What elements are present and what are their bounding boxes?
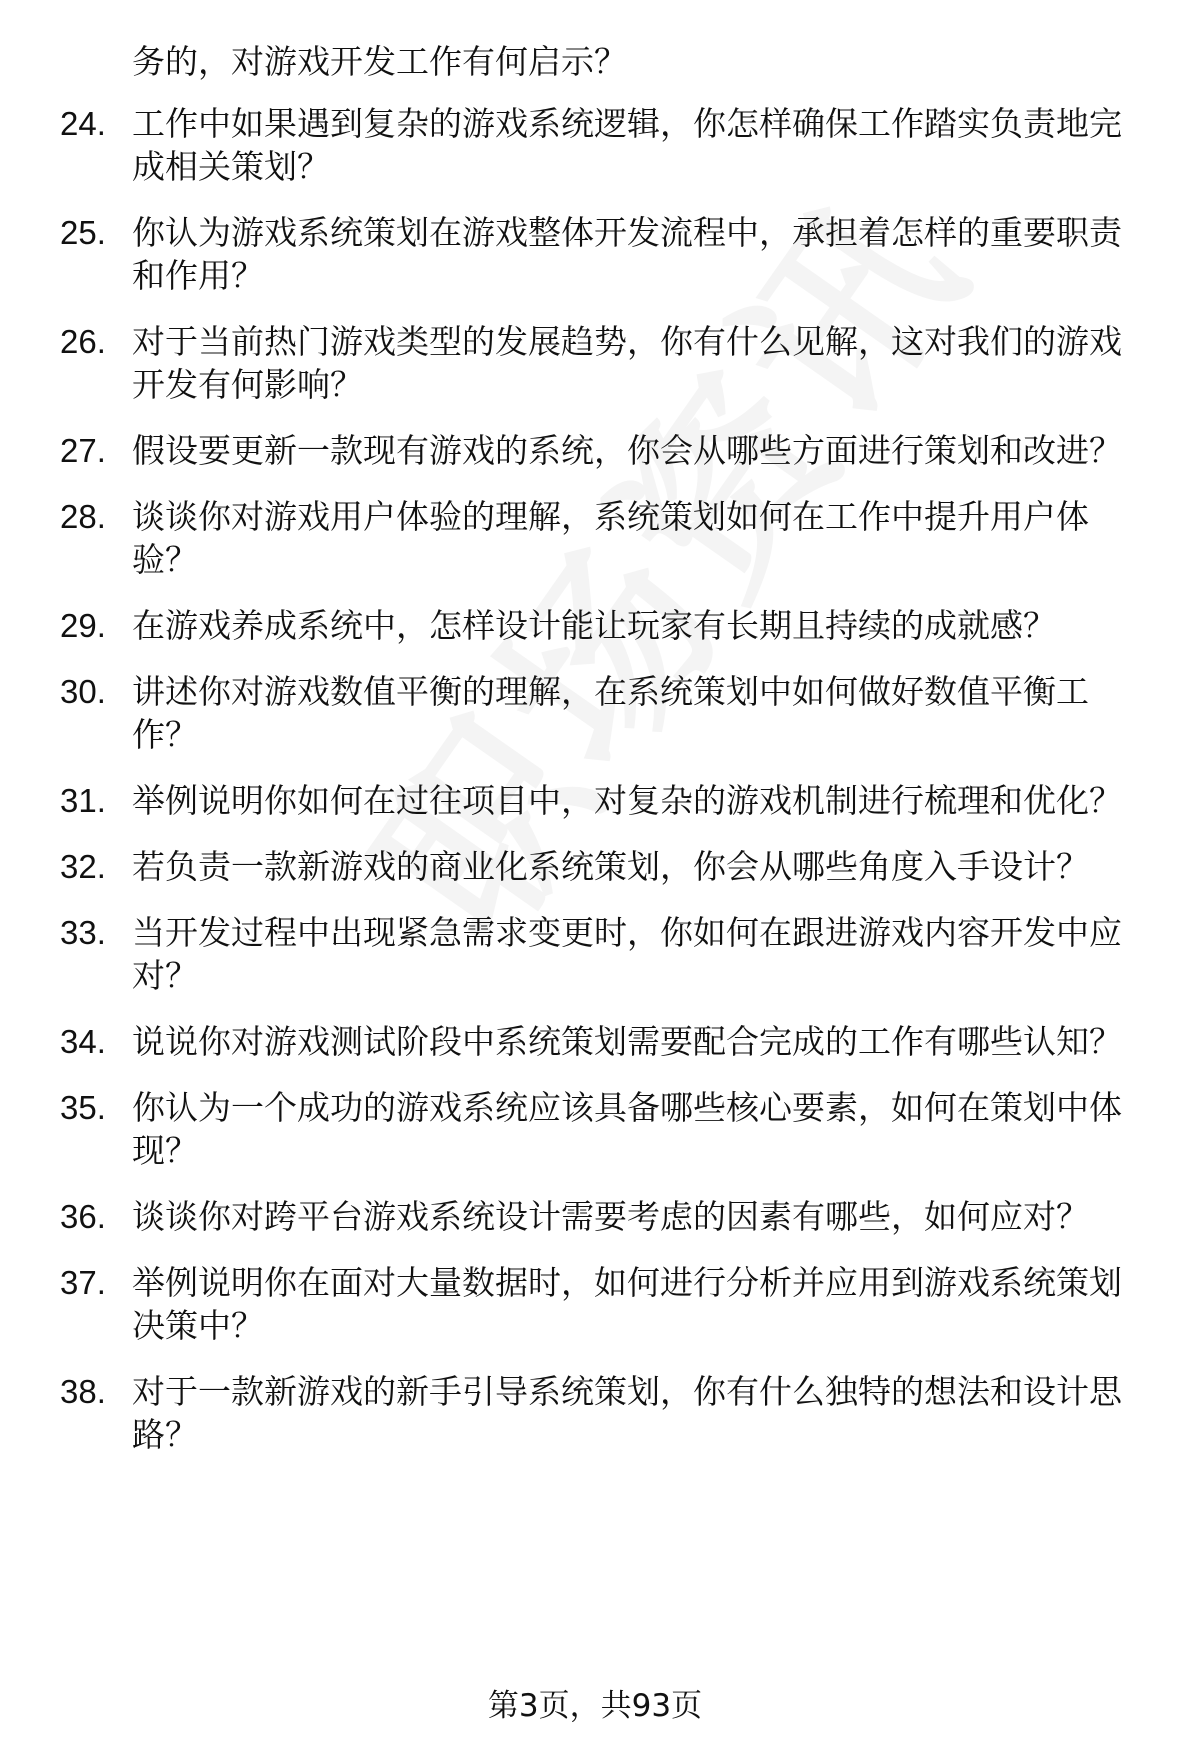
list-item — [60, 1261, 1150, 1347]
item-text: 对于一款新游戏的新手引导系统策划，你有什么独特的想法和设计思路？ — [132, 1372, 1122, 1454]
item-number: 25. — [60, 214, 106, 251]
item-text: 举例说明你在面对大量数据时，如何进行分析并应用到游戏系统策划决策中？ — [132, 1263, 1122, 1345]
list-item — [60, 429, 1150, 472]
list-item — [60, 211, 1150, 297]
item-text: 对于当前热门游戏类型的发展趋势，你有什么见解，这对我们的游戏开发有何影响？ — [132, 322, 1122, 404]
continuation-text: 务的，对游戏开发工作有何启示？ — [132, 42, 627, 81]
item-text: 工作中如果遇到复杂的游戏系统逻辑，你怎样确保工作踏实负责地完成相关策划？ — [132, 104, 1122, 186]
list-item — [60, 670, 1150, 756]
item-number: 26. — [60, 323, 106, 360]
list-item — [60, 102, 1150, 188]
item-number: 32. — [60, 848, 106, 885]
item-number: 38. — [60, 1373, 106, 1410]
item-number: 31. — [60, 782, 106, 819]
item-number: 33. — [60, 914, 106, 951]
item-text: 你认为游戏系统策划在游戏整体开发流程中，承担着怎样的重要职责和作用？ — [132, 213, 1122, 295]
item-text: 你认为一个成功的游戏系统应该具备哪些核心要素，如何在策划中体现？ — [132, 1088, 1122, 1170]
list-item — [60, 911, 1150, 997]
item-number: 24. — [60, 105, 106, 142]
item-number: 36. — [60, 1198, 106, 1235]
item-text: 当开发过程中出现紧急需求变更时，你如何在跟进游戏内容开发中应对？ — [132, 913, 1122, 995]
page-footer: 第3页，共93页 — [487, 1688, 703, 1724]
list-item — [60, 604, 1150, 647]
item-number: 30. — [60, 673, 106, 710]
item-text: 若负责一款新游戏的商业化系统策划，你会从哪些角度入手设计？ — [132, 847, 1089, 886]
list-item — [60, 320, 1150, 406]
item-number: 28. — [60, 498, 106, 535]
list-item — [60, 495, 1150, 581]
item-number: 27. — [60, 432, 106, 469]
list-item — [60, 779, 1150, 822]
item-number: 35. — [60, 1089, 106, 1126]
item-number: 34. — [60, 1023, 106, 1060]
item-text: 谈谈你对跨平台游戏系统设计需要考虑的因素有哪些，如何应对？ — [132, 1197, 1089, 1236]
list-item — [60, 845, 1150, 888]
item-text: 说说你对游戏测试阶段中系统策划需要配合完成的工作有哪些认知？ — [132, 1022, 1122, 1061]
item-text: 讲述你对游戏数值平衡的理解，在系统策划中如何做好数值平衡工作？ — [132, 672, 1089, 754]
item-text: 谈谈你对游戏用户体验的理解，系统策划如何在工作中提升用户体验？ — [132, 497, 1089, 579]
list-item — [60, 1370, 1150, 1456]
item-text: 举例说明你如何在过往项目中，对复杂的游戏机制进行梳理和优化？ — [132, 781, 1122, 820]
item-text: 假设要更新一款现有游戏的系统，你会从哪些方面进行策划和改进？ — [132, 431, 1122, 470]
item-text: 在游戏养成系统中，怎样设计能让玩家有长期且持续的成就感？ — [132, 606, 1056, 645]
list-item — [60, 1195, 1150, 1238]
item-number: 37. — [60, 1264, 106, 1301]
list-item — [60, 1086, 1150, 1172]
item-number: 29. — [60, 607, 106, 644]
list-item — [60, 1020, 1150, 1063]
question-list — [60, 40, 1150, 1479]
